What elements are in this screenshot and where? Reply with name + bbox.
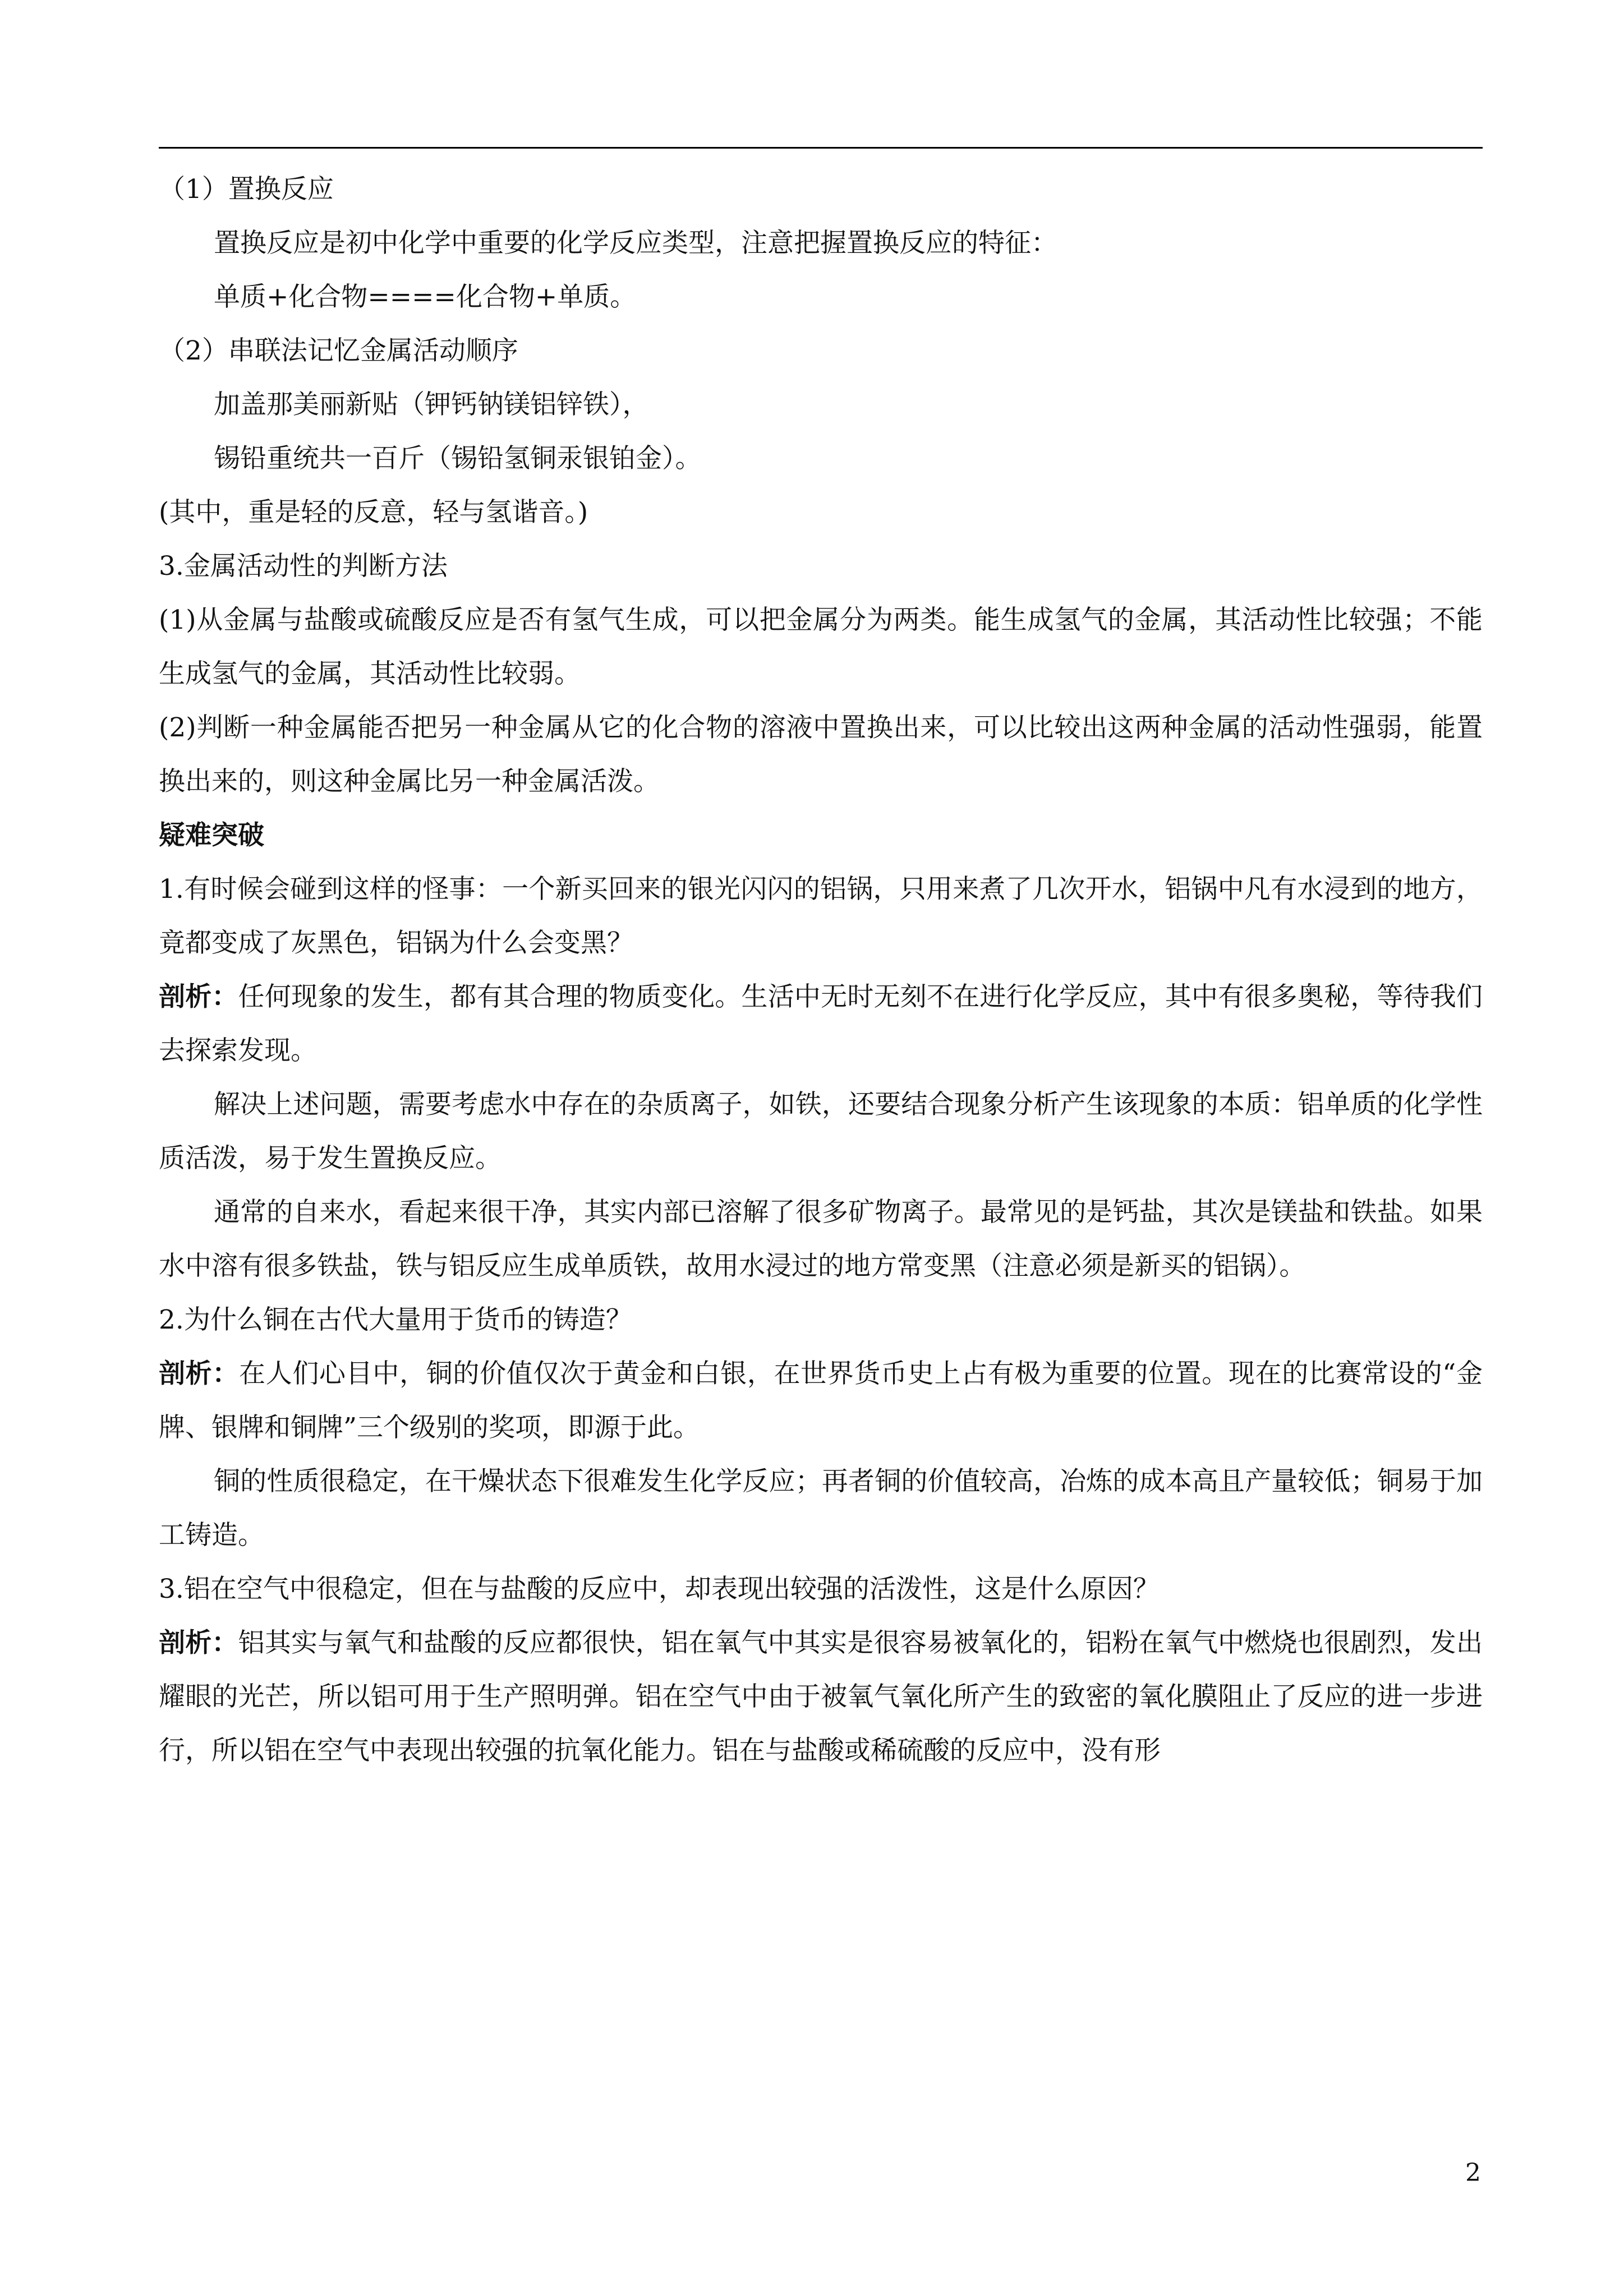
paragraph-displacement-definition: 置换反应是初中化学中重要的化学反应类型，注意把握置换反应的特征： (214, 228, 1057, 259)
question-3: 3.铝在空气中很稳定，但在与盐酸的反应中，却表现出较强的活泼性，这是什么原因？ (159, 1574, 1160, 1605)
analysis-text: 铝其实与氧气和盐酸的反应都很快，铝在氧气中其实是很容易被氧化的，铝粉在氧气中燃烧也很剧烈，发出耀眼的光芒，所以铝可用于生产照明弹。铝在空气中由于被氧气氧化所产生的致密的氧化膜阻止了反应的进一步进行，所以铝在空气中表现出较强的抗氧化能力。铝在与盐酸或稀硫酸的反应中，没有形 (159, 1628, 1483, 1766)
question-1: 1.有时候会碰到这样的怪事：一个新买回来的银光闪闪的铝锅，只用来煮了几次开水，铝锅中凡有水浸到的地方，竟都变成了灰黑色，铝锅为什么会变黑？ (159, 874, 1483, 958)
analysis-label: 剖析： (159, 1628, 238, 1658)
analysis-label: 剖析： (159, 1358, 240, 1389)
page-number: 2 (1465, 2159, 1481, 2187)
question-2: 2.为什么铜在古代大量用于货币的铸造？ (159, 1304, 632, 1335)
analysis-1-paragraph-2: 解决上述问题，需要考虑水中存在的杂质离子，如铁，还要结合现象分析产生该现象的本质：铝单质的化学性质活泼，易于发生置换反应。 (159, 1089, 1483, 1174)
page-body (159, 163, 1483, 1778)
header-rule (159, 147, 1483, 149)
paragraph-mnemonic-line-1: 加盖那美丽新贴（钾钙钠镁铝锌铁）， (214, 389, 649, 420)
analysis-3 (159, 1616, 1483, 1778)
analysis-1-paragraph-3: 通常的自来水，看起来很干净，其实内部已溶解了很多矿物离子。最常见的是钙盐，其次是镁盐和铁盐。如果水中溶有很多铁盐，铁与铝反应生成单质铁，故用水浸过的地方常变黑（注意必须是新买的铝锅）。 (159, 1197, 1483, 1281)
paragraph-judgement-method-1: (1)从金属与盐酸或硫酸反应是否有氢气生成，可以把金属分为两类。能生成氢气的金属，其活动性比较强；不能生成氢气的金属，其活动性比较弱。 (159, 605, 1483, 689)
subheading-activity-judgement: 3.金属活动性的判断方法 (159, 551, 448, 582)
subheading-activity-series-mnemonic: （2）串联法记忆金属活动顺序 (159, 335, 518, 366)
paragraph-judgement-method-2: (2)判断一种金属能否把另一种金属从它的化合物的溶液中置换出来，可以比较出这两种金属的活动性强弱，能置换出来的，则这种金属比另一种金属活泼。 (159, 712, 1483, 797)
paragraph-mnemonic-line-2: 锡铅重统共一百斤（锡铅氢铜汞银铂金）。 (214, 443, 702, 474)
subheading-displacement-reaction: （1）置换反应 (159, 174, 334, 205)
analysis-2-paragraph-2: 铜的性质很稳定，在干燥状态下很难发生化学反应；再者铜的价值较高，冶炼的成本高且产量较低；铜易于加工铸造。 (159, 1466, 1483, 1551)
analysis-label: 剖析： (159, 981, 238, 1012)
section-heading-difficulties: 疑难突破 (159, 820, 264, 851)
analysis-text: 任何现象的发生，都有其合理的物质变化。生活中无时无刻不在进行化学反应，其中有很多奥秘，等待我们去探索发现。 (159, 981, 1483, 1066)
analysis-1 (159, 970, 1483, 1078)
paragraph-mnemonic-note: (其中，重是轻的反意，轻与氢谐音。) (159, 497, 588, 528)
analysis-2 (159, 1347, 1483, 1455)
analysis-text: 在人们心目中，铜的价值仅次于黄金和白银，在世界货币史上占有极为重要的位置。现在的比赛常设的“金牌、银牌和铜牌”三个级别的奖项，即源于此。 (159, 1358, 1483, 1443)
paragraph-displacement-formula: 单质+化合物====化合物+单质。 (214, 282, 637, 312)
